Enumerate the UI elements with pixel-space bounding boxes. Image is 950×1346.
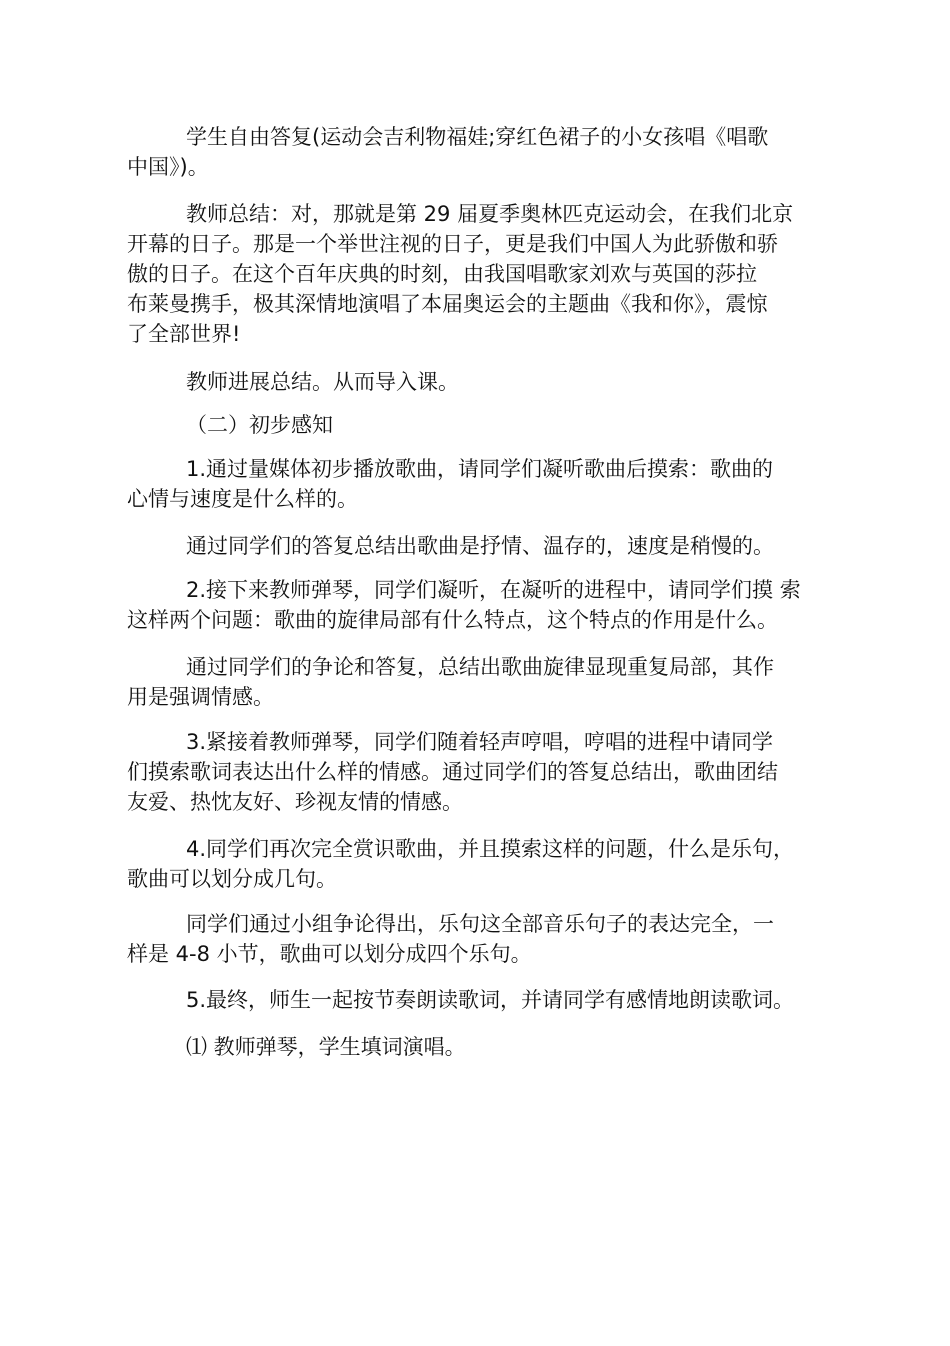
paragraph-step-2-summary xyxy=(127,652,847,712)
text-line: 5.最终，师生一起按节奏朗读歌词，并请同学有感情地朗读歌词。 xyxy=(186,988,795,1012)
text-line: 通过同学们的答复总结出歌曲是抒情、温存的，速度是稍慢的。 xyxy=(186,534,774,558)
paragraph-sub-step-1 xyxy=(127,1032,847,1062)
text-line: 心情与速度是什么样的。 xyxy=(127,487,358,511)
text-line: 通过同学们的争论和答复，总结出歌曲旋律显现重复局部，其作 xyxy=(186,655,774,679)
paragraph-step-1 xyxy=(127,454,847,514)
text-line: （二）初步感知 xyxy=(186,413,333,437)
paragraph-lead-in xyxy=(127,367,847,397)
text-line: 布莱曼携手，极其深情地演唱了本届奥运会的主题曲《我和你》，震惊 xyxy=(127,292,768,316)
paragraph-step-1-summary xyxy=(127,531,847,561)
text-line: 教师进展总结。从而导入课。 xyxy=(186,370,459,394)
text-line: 歌曲可以划分成几句。 xyxy=(127,867,337,891)
paragraph-student-answer xyxy=(127,122,847,182)
paragraph-teacher-summary xyxy=(127,199,847,349)
text-line: 用是强调情感。 xyxy=(127,685,274,709)
text-line: 傲的日子。在这个百年庆典的时刻，由我国唱歌家刘欢与英国的莎拉 xyxy=(127,262,757,286)
text-line: 开幕的日子。那是一个举世注视的日子，更是我们中国人为此骄傲和骄 xyxy=(127,232,778,256)
paragraph-step-2 xyxy=(127,575,847,635)
text-line: ⑴ 教师弹琴，学生填词演唱。 xyxy=(186,1035,466,1059)
text-line: 中国》)。 xyxy=(127,155,209,179)
text-line: 2.接下来教师弹琴，同学们凝听，在凝听的进程中，请同学们摸 索 xyxy=(186,578,801,602)
paragraph-step-5 xyxy=(127,985,847,1015)
text-line: 了全部世界! xyxy=(127,322,241,346)
text-line: 学生自由答复(运动会吉利物福娃;穿红色裙子的小女孩唱《唱歌 xyxy=(186,125,769,149)
text-line: 样是 4-8 小节，歌曲可以划分成四个乐句。 xyxy=(127,942,532,966)
text-line: 友爱、热忱友好、珍视友情的情感。 xyxy=(127,790,463,814)
text-line: 教师总结：对，那就是第 29 届夏季奥林匹克运动会，在我们北京 xyxy=(186,202,794,226)
section-heading xyxy=(127,410,847,440)
text-line: 这样两个问题：歌曲的旋律局部有什么特点，这个特点的作用是什么。 xyxy=(127,608,778,632)
text-line: 们摸索歌词表达出什么样的情感。通过同学们的答复总结出，歌曲团结 xyxy=(127,760,778,784)
paragraph-step-4-summary xyxy=(127,909,847,969)
text-line: 同学们通过小组争论得出，乐句这全部音乐句子的表达完全，一 xyxy=(186,912,774,936)
text-line: 4.同学们再次完全赏识歌曲，并且摸索这样的问题，什么是乐句， xyxy=(186,837,795,861)
paragraph-step-4 xyxy=(127,834,847,894)
text-line: 1.通过量媒体初步播放歌曲，请同学们凝听歌曲后摸索：歌曲的 xyxy=(186,457,774,481)
paragraph-step-3 xyxy=(127,727,847,817)
text-line: 3.紧接着教师弹琴，同学们随着轻声哼唱，哼唱的进程中请同学 xyxy=(186,730,774,754)
